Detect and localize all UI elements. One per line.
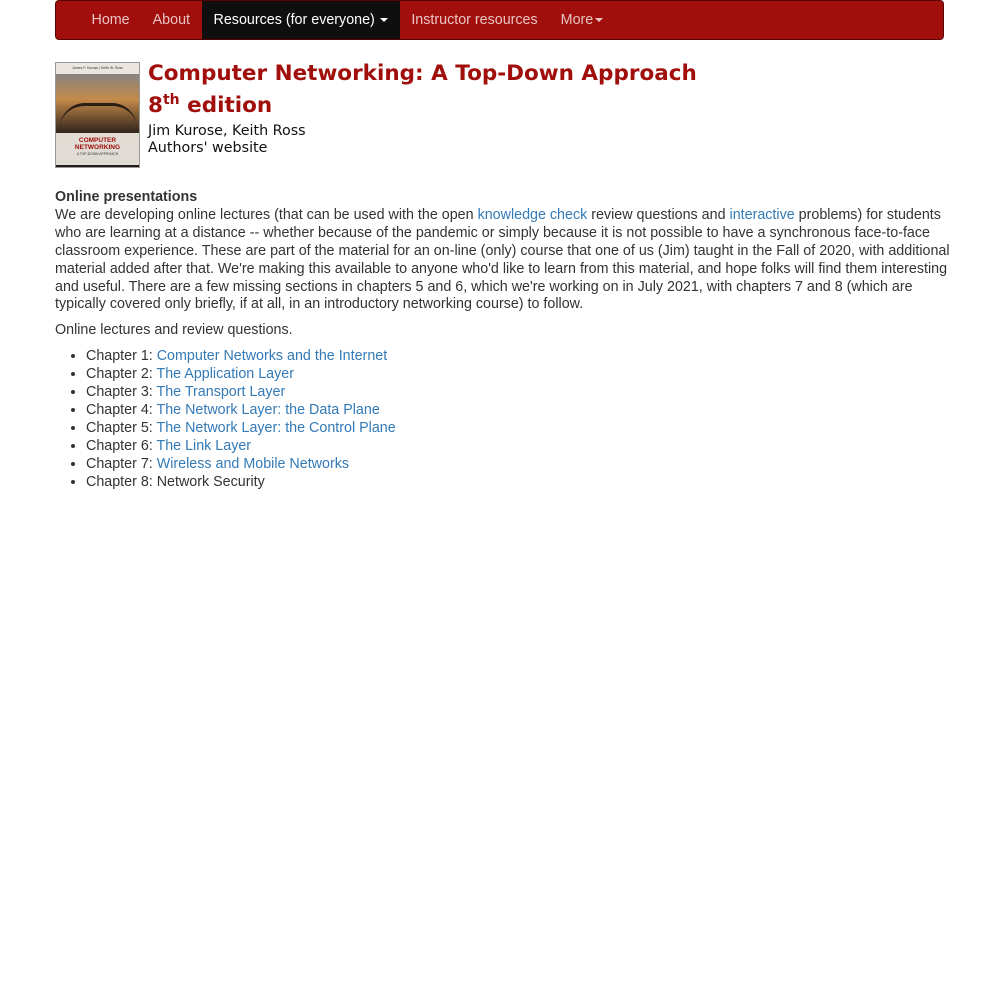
list-item — [86, 420, 950, 438]
lectures-intro: Online lectures and review questions. — [55, 322, 293, 339]
title-block — [148, 61, 697, 157]
nav-home[interactable]: Home — [91, 12, 130, 28]
list-item — [86, 384, 950, 402]
chapter-prefix: Chapter 1: — [86, 348, 157, 365]
chapter-7-link[interactable]: Wireless and Mobile Networks — [156, 455, 350, 472]
cover-bridge-graphic — [60, 103, 137, 128]
chapter-prefix: Chapter 4: — [86, 401, 157, 418]
para-text-2: review questions and — [587, 206, 730, 223]
chapter-2-link[interactable]: The Application Layer — [156, 366, 294, 383]
book-cover-image — [55, 62, 140, 168]
list-item — [86, 474, 950, 492]
cover-title-band — [56, 133, 139, 165]
cover-title-line2: NETWORKING — [74, 144, 121, 151]
book-header — [55, 61, 945, 171]
cover-subtitle: A TOP-DOWN APPROACH — [76, 152, 119, 156]
edition-label — [148, 87, 697, 119]
cover-title-line1: COMPUTER — [78, 137, 117, 144]
caret-down-icon — [380, 18, 388, 22]
para-text-3: problems) for students who are learning at a distance -- whether because of the pandemic or simply because it is not possible to have a synchronous face-to-face classroom experience. These are part of the material for an on-line (only) course that one of us (Jim) taught in the Fall of 2020, with additional material added after that. We're making this available to anyone who'd like to learn from this material, and hope folks will find them interesting and useful. There are a few missing sections in chapters 5 and 6, which we're working on in July 2021, with chapters 7 and 8 (which are typically covered only briefly, if at all, in an introductory networking course) to follow. — [55, 206, 950, 313]
list-item — [86, 366, 950, 384]
main-content — [55, 189, 950, 492]
chapter-1-link[interactable]: Computer Networks and the Internet — [156, 348, 388, 365]
list-item — [86, 402, 950, 420]
chapter-8-title: Network Security — [156, 473, 265, 490]
caret-down-icon — [595, 18, 603, 22]
chapter-list — [55, 348, 950, 491]
chapter-prefix: Chapter 5: — [86, 419, 157, 436]
chapter-prefix: Chapter 2: — [86, 366, 157, 383]
list-item — [86, 456, 950, 474]
section-title: Online presentations — [55, 189, 198, 205]
book-title: Computer Networking: A Top-Down Approach — [148, 61, 697, 86]
nav-resources-dropdown[interactable] — [202, 1, 400, 39]
chapter-prefix: Chapter 7: — [86, 455, 157, 472]
para-text-1: We are developing online lectures (that can be used with the open — [55, 206, 478, 223]
list-item — [86, 348, 950, 366]
chapter-prefix: Chapter 6: — [86, 437, 157, 454]
chapter-6-link[interactable]: The Link Layer — [156, 437, 252, 454]
chapter-prefix: Chapter 8: — [86, 473, 157, 490]
edition-suffix: th — [162, 92, 180, 108]
nav-resources-label: Resources (for everyone) — [213, 12, 375, 28]
nav-about[interactable]: About — [152, 12, 191, 28]
nav-more-label: More — [560, 12, 594, 28]
nav-more-dropdown[interactable] — [549, 1, 615, 39]
interactive-link[interactable]: interactive — [729, 206, 795, 223]
top-navbar — [55, 0, 944, 40]
knowledge-check-link[interactable]: knowledge check — [477, 206, 588, 223]
authors-names: Jim Kurose, Keith Ross — [148, 123, 306, 139]
authors-website-label: Authors' website — [148, 140, 268, 156]
list-item — [86, 438, 950, 456]
edition-word: edition — [179, 93, 273, 118]
cover-authors: James F. Kurose | Keith W. Ross — [56, 63, 139, 74]
edition-number: 8 — [148, 93, 163, 118]
intro-paragraph — [55, 207, 950, 314]
chapter-4-link[interactable]: The Network Layer: the Data Plane — [156, 401, 380, 418]
chapter-3-link[interactable]: The Transport Layer — [156, 384, 286, 401]
nav-instructor-resources[interactable]: Instructor resources — [411, 12, 538, 28]
chapter-5-link[interactable]: The Network Layer: the Control Plane — [156, 419, 396, 436]
chapter-prefix: Chapter 3: — [86, 384, 157, 401]
